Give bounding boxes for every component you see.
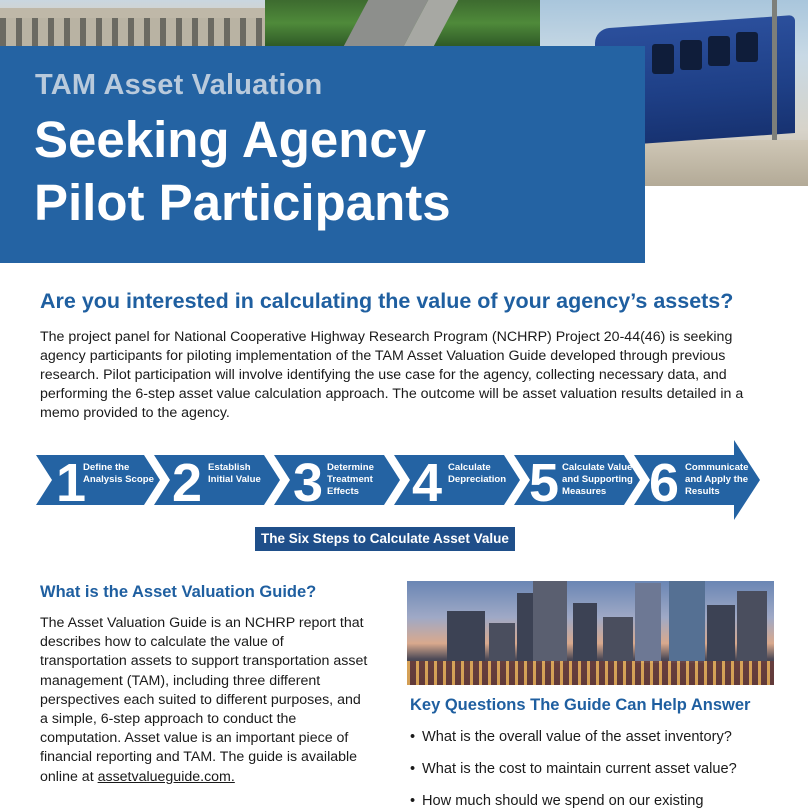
- step-5-label-line3: Measures: [562, 486, 607, 497]
- step-4-label-line1: Calculate: [448, 462, 491, 473]
- steps-caption: The Six Steps to Calculate Asset Value: [255, 527, 515, 551]
- step-3: [274, 453, 400, 513]
- step-4-label-line2: Depreciation: [448, 474, 507, 485]
- list-item: • What is the cost to maintain current asset value?: [410, 761, 737, 777]
- bullet-icon: •: [410, 793, 416, 808]
- list-item: • What is the overall value of the asset inventory?: [410, 729, 732, 745]
- guide-heading: What is the Asset Valuation Guide?: [40, 583, 317, 601]
- step-5-number: 5: [529, 453, 560, 513]
- step-5-label-line1: Calculate Value: [562, 462, 633, 473]
- step-2: [154, 453, 280, 513]
- step-4-number: 4: [412, 453, 443, 513]
- step-1-label-line2: Analysis Scope: [83, 474, 154, 485]
- title-line-1: Seeking Agency: [34, 111, 427, 168]
- list-item: • How much should we spend on our existing: [410, 793, 704, 808]
- step-2-number: 2: [172, 453, 203, 513]
- city-skyline-photo: [407, 581, 774, 685]
- guide-link[interactable]: assetvalueguide.com.: [97, 768, 235, 785]
- step-6: [634, 440, 760, 520]
- page-title: [34, 108, 451, 234]
- guide-paragraph: [40, 614, 372, 787]
- step-4: [394, 453, 520, 513]
- bullet-icon: •: [410, 761, 416, 777]
- bullet-icon: •: [410, 729, 416, 745]
- guide-text: The Asset Valuation Guide is an NCHRP report that describes how to calculate the value of transportation assets to support transportation asset management (TAM), including three different perspectives each suited to different purposes, and a simple, 6-step approach to conduct the computation. Asset value is an important piece of financial reporting and TAM. The guide is available online at: [40, 615, 368, 785]
- header-photo-building: [0, 0, 265, 50]
- step-3-label-line3: Effects: [327, 486, 359, 497]
- six-steps-arrow: [36, 440, 760, 520]
- step-1: [36, 453, 160, 513]
- step-2-label-line1: Establish: [208, 462, 251, 473]
- key-questions-heading: Key Questions The Guide Can Help Answer: [410, 696, 751, 714]
- intro-question: Are you interested in calculating the value of your agency’s assets?: [40, 289, 734, 313]
- header-photo-highway: [265, 0, 540, 46]
- step-2-label-line2: Initial Value: [208, 474, 261, 485]
- step-1-label-line1: Define the: [83, 462, 130, 473]
- step-3-number: 3: [293, 453, 324, 513]
- title-line-2: Pilot Participants: [34, 174, 451, 231]
- step-6-label-line2: and Apply the: [685, 474, 749, 485]
- step-6-label-line1: Communicate: [685, 462, 749, 473]
- step-1-number: 1: [56, 453, 87, 513]
- step-6-label-line3: Results: [685, 486, 720, 497]
- title-banner: [0, 46, 645, 263]
- key-questions-list: [410, 728, 800, 808]
- step-5: [514, 453, 640, 513]
- step-6-number: 6: [649, 453, 680, 513]
- step-3-label-line2: Treatment: [327, 474, 373, 485]
- intro-paragraph: The project panel for National Cooperative Highway Research Program (NCHRP) Project 20-44(46) is seeking agency participants for piloting implementation of the TAM Asset Valuation Guide developed through previous research. Pilot participation will involve identifying the use case for the agency, collecting necessary data, and performing the 6-step asset value calculation approach. The outcome will be asset valuation results detailed in a memo provided to the agency.: [40, 329, 744, 421]
- step-5-label-line2: and Supporting: [562, 474, 633, 485]
- banner-kicker: TAM Asset Valuation: [35, 69, 323, 101]
- step-3-label-line1: Determine: [327, 462, 374, 473]
